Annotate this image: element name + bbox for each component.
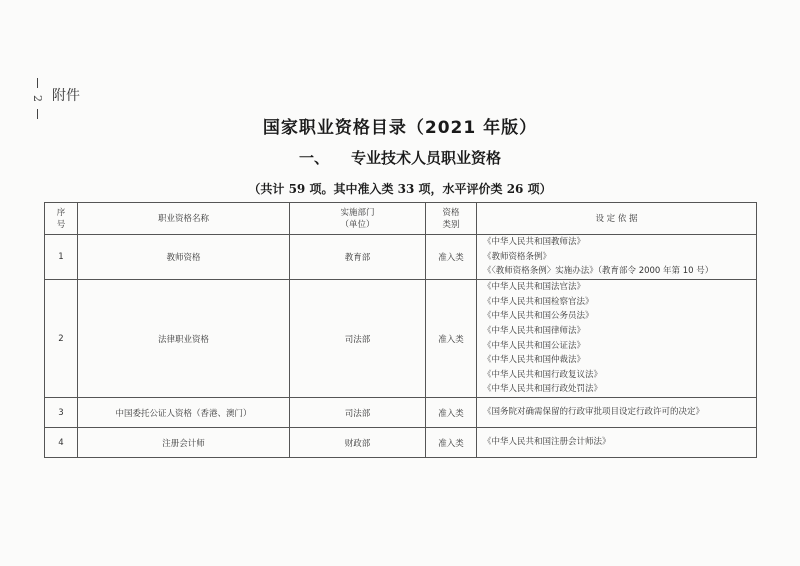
header-seq (45, 203, 78, 235)
table-header-row (45, 203, 757, 235)
header-basis: 设 定 依 据 (477, 203, 757, 235)
cell-type: 准入类 (426, 398, 477, 428)
basis-line: 《〈教师资格条例〉实施办法》（教育部令 2000 年第 10 号） (483, 266, 714, 277)
cell-name: 教师资格 (78, 235, 290, 280)
basis-line: 《中华人民共和国公务员法》 (483, 311, 594, 322)
basis-line: 《中华人民共和国注册会计师法》 (483, 437, 611, 448)
header-dept (290, 203, 426, 235)
cell-seq: 3 (45, 398, 78, 428)
document-title: 国家职业资格目录（2021 年版） (262, 118, 538, 138)
cell-basis (477, 398, 757, 428)
cell-type: 准入类 (426, 280, 477, 398)
header-seq-line2: 号 (56, 219, 66, 230)
basis-line: 《国务院对确需保留的行政审批项目设定行政许可的决定》 (483, 407, 705, 418)
cell-seq: 4 (45, 428, 78, 458)
table-row (45, 428, 757, 458)
basis-line: 《中华人民共和国公证法》 (483, 340, 586, 351)
header-dept-line1: 实施部门 (340, 207, 375, 218)
cell-seq: 1 (45, 235, 78, 280)
attachment-label: 附件 (52, 88, 80, 104)
basis-line: 《中华人民共和国律师法》 (483, 325, 586, 336)
section-number: 一、 (298, 149, 329, 167)
table-row (45, 235, 757, 280)
page-number-dash-top (37, 78, 38, 88)
summary-count: （共计 59 项。其中准入类 33 项，水平评价类 26 项） (248, 182, 552, 196)
cell-name: 注册会计师 (78, 428, 290, 458)
header-seq-line1: 序 (56, 207, 66, 218)
table-row (45, 280, 757, 398)
header-type-line1: 资格 (442, 207, 460, 218)
section-title (0, 147, 800, 168)
section-name: 专业技术人员职业资格 (351, 149, 502, 167)
basis-line: 《中华人民共和国行政处罚法》 (483, 384, 603, 395)
basis-line: 《中华人民共和国检察官法》 (483, 296, 594, 307)
basis-line: 《教师资格条例》 (483, 251, 552, 262)
cell-dept: 财政部 (290, 428, 426, 458)
table-row (45, 398, 757, 428)
header-type-line2: 类别 (442, 219, 460, 230)
cell-type: 准入类 (426, 235, 477, 280)
cell-seq: 2 (45, 280, 78, 398)
page-number-digit: 2 (30, 95, 44, 102)
cell-basis (477, 280, 757, 398)
cell-type: 准入类 (426, 428, 477, 458)
basis-line: 《中华人民共和国行政复议法》 (483, 369, 603, 380)
header-name: 职业资格名称 (78, 203, 290, 235)
cell-dept: 教育部 (290, 235, 426, 280)
cell-dept: 司法部 (290, 280, 426, 398)
basis-line: 《中华人民共和国教师法》 (483, 237, 586, 248)
cell-name: 法律职业资格 (78, 280, 290, 398)
cell-dept: 司法部 (290, 398, 426, 428)
cell-basis (477, 428, 757, 458)
basis-line: 《中华人民共和国仲裁法》 (483, 355, 586, 366)
qualification-table (44, 202, 757, 458)
basis-line: 《中华人民共和国法官法》 (483, 282, 586, 293)
header-type (426, 203, 477, 235)
header-dept-line2: （单位） (340, 219, 375, 230)
cell-name: 中国委托公证人资格（香港、澳门） (78, 398, 290, 428)
cell-basis (477, 235, 757, 280)
